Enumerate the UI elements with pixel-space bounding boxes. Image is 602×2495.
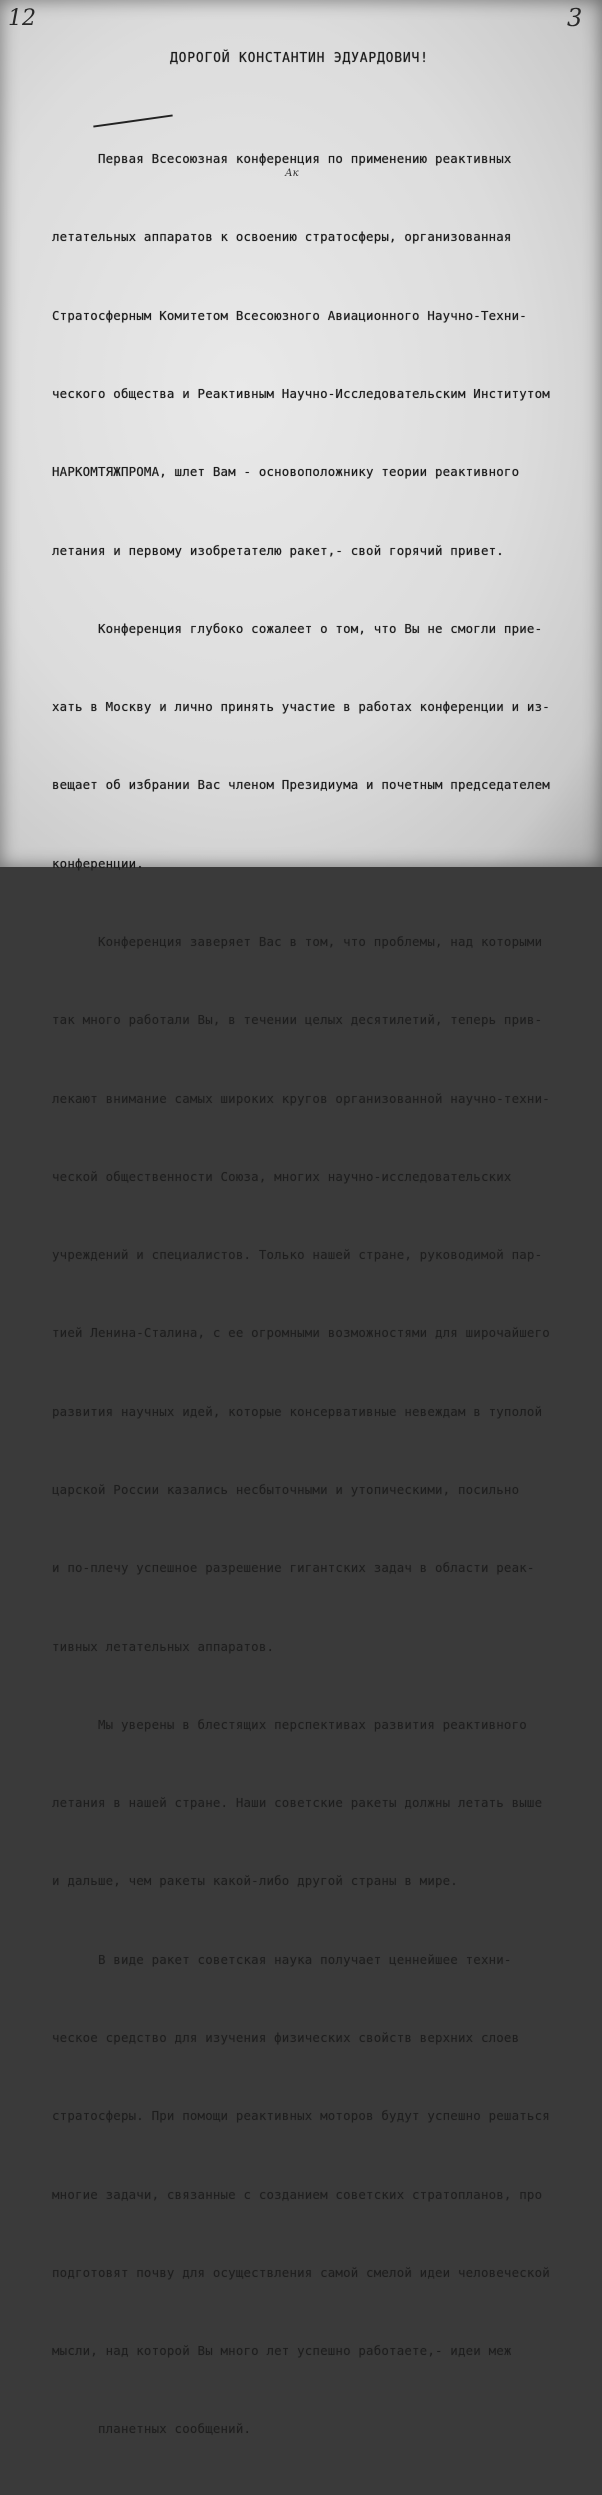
text-line: Мы уверены в блестящих перспективах развития реактивного [52, 1716, 527, 1732]
text-line: стратосферы. При помощи реактивных моторов будут успешно решаться [52, 2108, 550, 2124]
text-line: подготовят почву для осуществления самой смелой идеи человеческой [52, 2264, 550, 2280]
letter-salutation: ДОРОГОЙ КОНСТАНТИН ЭДУАРДОВИЧ! [170, 51, 429, 66]
text-line: царской России казались несбыточными и утопическими, посильно [52, 1481, 520, 1497]
text-line: планетных сообщений. [52, 2421, 252, 2437]
text-line: так много работали Вы, в течении целых десятилетий, теперь прив- [52, 1012, 543, 1028]
text-line: развития научных идей, которые консервативные невеждам в туполой [52, 1403, 543, 1419]
text-line: мысли, над которой Вы много лет успешно работаете,- идеи меж [52, 2343, 512, 2359]
text-line: многие задачи, связанные с созданием советских стратопланов, про [52, 2186, 543, 2202]
text-line: НАРКОМТЯЖПРОМА, шлет Вам - основоположнику теории реактивного [52, 464, 520, 480]
text-line: хать в Москву и лично принять участие в работах конференции и из- [52, 699, 550, 715]
text-line: и по-плечу успешное разрешение гигантских задач в области реак- [52, 1560, 535, 1576]
page-number-left: 12 [8, 6, 36, 31]
handwritten-insertion: Ак [285, 168, 299, 179]
text-line: ческой общественности Союза, многих научно-исследовательских [52, 1168, 512, 1184]
page-number-right: 3 [567, 4, 583, 32]
text-line: тивных летательных аппаратов. [52, 1638, 275, 1654]
text-line: тией Ленина-Сталина, с ее огромными возможностями для широчайшего [52, 1325, 550, 1341]
text-line: конференции. [52, 855, 144, 871]
text-line: Конференция глубоко сожалеет о том, что Вы не смогли прие- [52, 620, 543, 636]
text-line: учреждений и специалистов. Только нашей стране, руководимой пар- [52, 1247, 543, 1263]
text-line: летания и первому изобретателю ракет,- свой горячий привет. [52, 542, 504, 558]
text-line: Конференция заверяет Вас в том, что проблемы, над которыми [52, 934, 543, 949]
text-line: ческого общества и Реактивным Научно-Исследовательским Институтом [52, 386, 550, 402]
text-line: и дальше, чем ракеты какой-либо другой страны в мире. [52, 1873, 458, 1889]
text-line: Первая Всесоюзная конференция по применению реактивных [52, 151, 512, 167]
text-line: ческое средство для изучения физических свойств верхних слоев [52, 2029, 520, 2045]
text-line: лекают внимание самых широких кругов организованной научно-техни- [52, 1090, 550, 1106]
text-line: В виде ракет советская наука получает ценнейшее техни- [52, 1951, 512, 1967]
text-line: Стратосферным Комитетом Всесоюзного Авиационного Научно-Техни- [52, 307, 527, 323]
text-line: летательных аппаратов к освоению стратосферы, организованная [52, 229, 512, 245]
text-line: летания в нашей стране. Наши советские ракеты должны летать выше [52, 1795, 543, 1811]
letter-body [52, 94, 600, 2495]
text-line: вещает об избрании Вас членом Президиума и почетным председателем [52, 777, 550, 793]
